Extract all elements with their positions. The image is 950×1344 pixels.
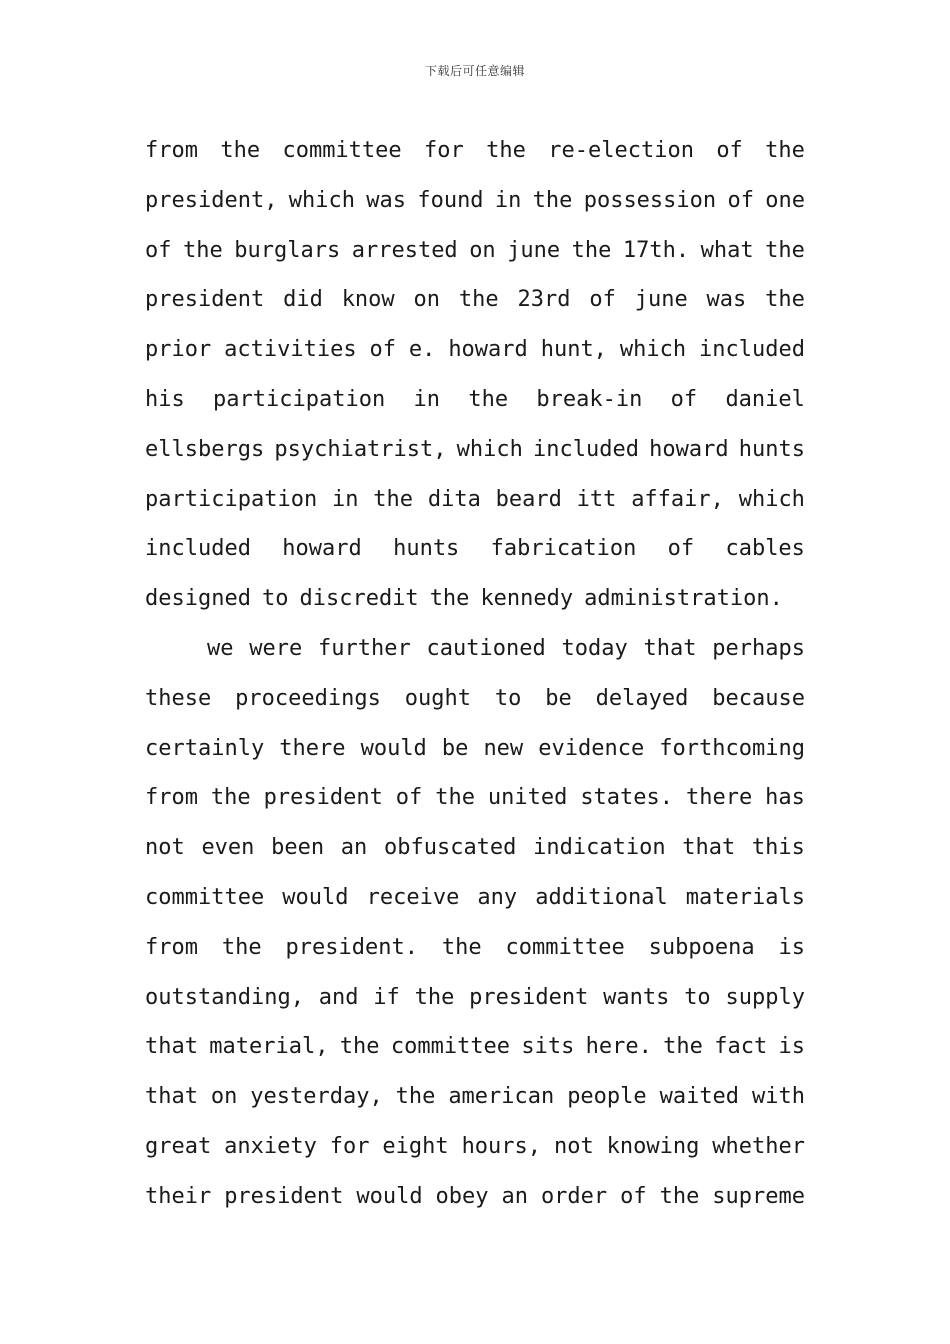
word: the bbox=[468, 386, 509, 412]
word: that bbox=[145, 1034, 198, 1060]
word: the bbox=[183, 237, 223, 263]
word: been bbox=[271, 835, 325, 861]
text-line bbox=[145, 1122, 805, 1172]
word: itt bbox=[576, 486, 617, 512]
text-line bbox=[145, 425, 805, 475]
word: here. bbox=[585, 1034, 652, 1060]
word: which bbox=[738, 486, 805, 512]
word: the bbox=[659, 1183, 700, 1209]
word: 17th. bbox=[622, 237, 690, 263]
word: did bbox=[283, 287, 323, 313]
word: ellsbergs bbox=[145, 436, 265, 462]
word: knowing bbox=[606, 1133, 700, 1159]
word: we bbox=[207, 635, 234, 661]
word: outstanding, bbox=[145, 984, 304, 1010]
word: on bbox=[469, 237, 496, 263]
word: dita bbox=[427, 486, 481, 512]
word: the bbox=[435, 785, 475, 811]
word: has bbox=[765, 785, 805, 811]
text-line bbox=[145, 724, 805, 774]
word: the bbox=[765, 237, 805, 263]
text-line bbox=[145, 923, 805, 973]
word: certainly bbox=[145, 735, 265, 761]
word: in bbox=[494, 187, 522, 213]
word: june bbox=[634, 287, 688, 313]
word: committee bbox=[282, 138, 402, 163]
page-header: 下载后可任意编辑 bbox=[424, 64, 525, 78]
word: kennedy bbox=[480, 586, 574, 612]
word: hours, bbox=[461, 1133, 542, 1159]
word: be bbox=[441, 735, 469, 761]
word: sits bbox=[521, 1034, 575, 1060]
word: delayed bbox=[595, 685, 689, 711]
word: participation bbox=[145, 486, 318, 512]
word: included bbox=[698, 337, 805, 363]
word: cautioned bbox=[426, 635, 546, 661]
text-line bbox=[145, 973, 805, 1023]
word: the bbox=[220, 138, 261, 163]
word: psychiatrist, bbox=[274, 436, 447, 462]
text-line bbox=[145, 226, 805, 276]
word: affair, bbox=[631, 486, 724, 512]
word: of bbox=[716, 138, 743, 163]
word: whether bbox=[712, 1133, 805, 1159]
paragraph-2 bbox=[145, 624, 805, 1222]
word: from bbox=[145, 138, 198, 163]
word: any bbox=[477, 884, 518, 910]
word: hunt, bbox=[540, 337, 607, 363]
paragraph-1 bbox=[145, 126, 805, 624]
word: know bbox=[341, 287, 395, 313]
word: would bbox=[360, 735, 427, 761]
word: president bbox=[263, 785, 383, 811]
text-line bbox=[145, 1072, 805, 1122]
text-line bbox=[145, 574, 805, 624]
word: prior bbox=[145, 337, 212, 363]
word: the bbox=[395, 1084, 436, 1110]
word: the bbox=[532, 187, 573, 213]
word: additional bbox=[535, 884, 668, 910]
word: found bbox=[417, 187, 484, 213]
word: what bbox=[700, 237, 754, 263]
word: their bbox=[145, 1183, 212, 1209]
text-line bbox=[145, 1172, 805, 1222]
word: of bbox=[369, 337, 396, 363]
word: of bbox=[727, 187, 754, 213]
word: people bbox=[567, 1084, 647, 1110]
word: for bbox=[424, 138, 464, 163]
word: material, bbox=[209, 1034, 329, 1060]
word: president bbox=[224, 1183, 344, 1209]
word: the bbox=[221, 934, 262, 960]
word: the bbox=[339, 1034, 380, 1060]
word: is bbox=[778, 934, 805, 960]
text-line bbox=[145, 823, 805, 873]
word: committee bbox=[145, 884, 265, 910]
word: the bbox=[663, 1034, 703, 1060]
word: subpoena bbox=[648, 934, 755, 960]
word: obfuscated bbox=[383, 835, 517, 861]
word: from bbox=[145, 934, 198, 960]
text-line bbox=[145, 325, 805, 375]
word: was bbox=[366, 187, 407, 213]
text-line bbox=[145, 1022, 805, 1072]
text-line bbox=[145, 674, 805, 724]
word: arrested bbox=[351, 237, 458, 263]
word: discredit bbox=[299, 586, 419, 612]
word: on bbox=[210, 1084, 238, 1110]
word: great bbox=[145, 1133, 212, 1159]
word: to bbox=[684, 984, 711, 1010]
word: not bbox=[553, 1133, 594, 1159]
word: receive bbox=[366, 884, 460, 910]
text-line bbox=[145, 624, 805, 674]
word: an bbox=[501, 1183, 528, 1209]
word: of bbox=[589, 287, 616, 313]
word: not bbox=[145, 835, 185, 861]
word: howard bbox=[649, 436, 729, 462]
word: because bbox=[712, 685, 805, 711]
word: in bbox=[413, 386, 441, 412]
word: materials bbox=[685, 884, 805, 910]
word: ought bbox=[404, 685, 471, 711]
text-line bbox=[145, 126, 805, 176]
word: president. bbox=[285, 934, 418, 960]
word: hunts bbox=[738, 436, 805, 462]
word: howard bbox=[282, 536, 362, 562]
word: beard bbox=[495, 486, 562, 512]
text-line bbox=[145, 873, 805, 923]
word: there bbox=[279, 735, 346, 761]
word: today bbox=[561, 635, 628, 661]
word: possession bbox=[583, 187, 717, 213]
word: with bbox=[751, 1084, 805, 1110]
word: participation bbox=[213, 386, 386, 412]
word: the bbox=[765, 138, 805, 163]
word: 23rd bbox=[517, 287, 571, 313]
word: administration. bbox=[584, 586, 783, 612]
word: would bbox=[282, 884, 349, 910]
word: included bbox=[145, 536, 251, 562]
word: the bbox=[414, 984, 455, 1010]
word: of bbox=[670, 386, 698, 412]
word: of bbox=[620, 1183, 647, 1209]
word: this bbox=[751, 835, 805, 861]
word: order bbox=[540, 1183, 608, 1209]
word: waited bbox=[659, 1084, 740, 1110]
word: united bbox=[487, 785, 568, 811]
word: to bbox=[494, 685, 522, 711]
text-line bbox=[145, 773, 805, 823]
word: his bbox=[145, 386, 185, 412]
word: there bbox=[685, 785, 753, 811]
word: which bbox=[619, 337, 687, 363]
word: cables bbox=[725, 536, 805, 562]
word: further bbox=[318, 635, 411, 661]
word: the bbox=[441, 934, 482, 960]
word: indication bbox=[533, 835, 666, 861]
word: supreme bbox=[712, 1183, 805, 1209]
word: the bbox=[765, 287, 805, 313]
word: hunts bbox=[393, 536, 460, 562]
word: committee bbox=[505, 934, 625, 960]
word: fact bbox=[714, 1034, 768, 1060]
word: anxiety bbox=[224, 1133, 317, 1159]
word: e. bbox=[408, 337, 436, 363]
word: one bbox=[765, 187, 805, 213]
word: proceedings bbox=[235, 685, 381, 711]
word: and bbox=[318, 984, 359, 1010]
word: of bbox=[395, 785, 423, 811]
word: the bbox=[458, 287, 499, 313]
word: obey bbox=[435, 1183, 489, 1209]
word: perhaps bbox=[712, 635, 805, 661]
text-line bbox=[145, 176, 805, 226]
text-line bbox=[145, 524, 805, 574]
word: which bbox=[456, 436, 523, 462]
word: the bbox=[429, 586, 470, 612]
word: in bbox=[331, 486, 359, 512]
word: to bbox=[261, 586, 289, 612]
word: that bbox=[682, 835, 736, 861]
word: would bbox=[356, 1183, 423, 1209]
word: evidence bbox=[538, 735, 645, 761]
word: included bbox=[533, 436, 639, 462]
text-line bbox=[145, 375, 805, 425]
word: president, bbox=[145, 187, 278, 213]
word: the bbox=[210, 785, 251, 811]
word: committee bbox=[390, 1034, 511, 1060]
word: the bbox=[373, 486, 414, 512]
word: which bbox=[288, 187, 355, 213]
document-body bbox=[145, 126, 805, 1222]
word: burglars bbox=[234, 237, 341, 263]
word: be bbox=[545, 685, 572, 711]
word: forthcoming bbox=[659, 735, 805, 761]
word: were bbox=[249, 635, 303, 661]
word: of bbox=[667, 536, 695, 562]
word: president bbox=[469, 984, 589, 1010]
word: that bbox=[643, 635, 697, 661]
word: president bbox=[145, 287, 265, 313]
word: on bbox=[413, 287, 441, 313]
word: supply bbox=[725, 984, 805, 1010]
word: designed bbox=[145, 586, 251, 612]
word: these bbox=[145, 685, 212, 711]
word: re-election bbox=[548, 138, 694, 163]
word: new bbox=[483, 735, 524, 761]
word: fabrication bbox=[490, 536, 637, 562]
word: states. bbox=[580, 785, 674, 811]
word: even bbox=[201, 835, 255, 861]
word: the bbox=[486, 138, 526, 163]
word: the bbox=[571, 237, 612, 263]
word: wants bbox=[603, 984, 670, 1010]
word: eight bbox=[382, 1133, 449, 1159]
word: daniel bbox=[725, 386, 805, 412]
word: of bbox=[145, 237, 172, 263]
word: is bbox=[778, 1034, 805, 1060]
word: that bbox=[145, 1084, 198, 1110]
word: from bbox=[145, 785, 198, 811]
word: break-in bbox=[536, 386, 643, 412]
word: for bbox=[329, 1133, 370, 1159]
word: activities bbox=[224, 337, 357, 363]
word: was bbox=[706, 287, 747, 313]
word: if bbox=[373, 984, 400, 1010]
text-line bbox=[145, 475, 805, 525]
word: yesterday, bbox=[250, 1084, 383, 1110]
text-line bbox=[145, 275, 805, 325]
word: howard bbox=[448, 337, 528, 363]
word: an bbox=[340, 835, 368, 861]
word: american bbox=[448, 1084, 555, 1110]
word: june bbox=[507, 237, 561, 263]
